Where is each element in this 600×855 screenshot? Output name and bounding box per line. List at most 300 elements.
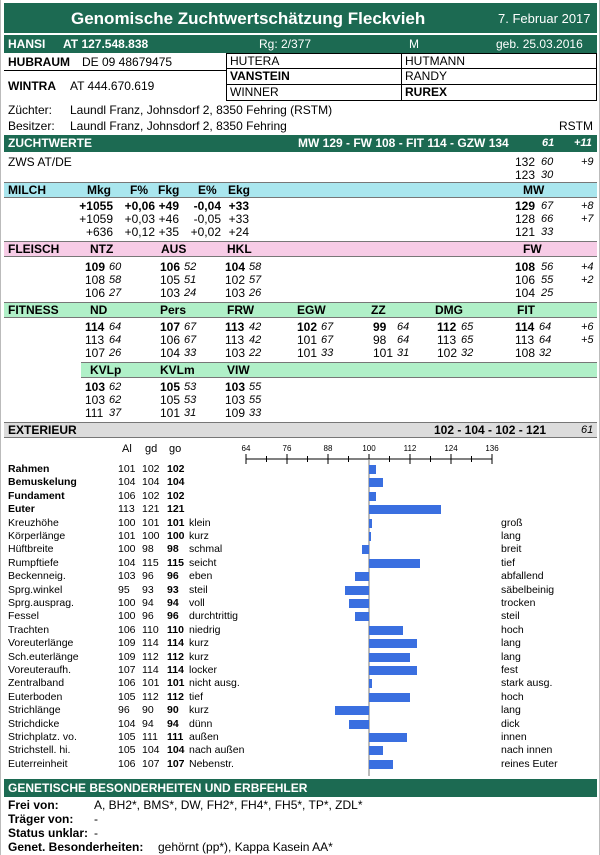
trait-bar xyxy=(369,505,441,514)
frei-value: A, BH2*, BMS*, DW, FH2*, FH4*, FH5*, TP*, ZDL* xyxy=(94,798,363,812)
fleisch-col: HKL xyxy=(227,242,252,256)
fitness-value: 101 xyxy=(297,333,318,347)
fitness-rel: 33 xyxy=(184,347,197,359)
fleisch-value: 105 xyxy=(160,273,181,287)
genet-label: Genet. Besonderheiten: xyxy=(8,840,144,854)
fitness-rel: 26 xyxy=(109,347,122,359)
milch-col: Ekg xyxy=(228,183,251,197)
trait-right-label: groß xyxy=(501,516,523,529)
trait-go: 102 xyxy=(167,489,185,502)
milch-value: +35 xyxy=(158,225,179,239)
trait-left-label: kurz xyxy=(189,637,209,650)
trait-right-label: hoch xyxy=(501,690,524,703)
trait-bar xyxy=(369,492,376,501)
trait-right-label: nach innen xyxy=(501,744,553,757)
trait-al: 106 xyxy=(118,677,136,690)
milch-value: -0,05 xyxy=(193,212,221,226)
scale-label: 124 xyxy=(444,444,458,453)
trait-left-label: kurz xyxy=(189,530,209,542)
trait-al: 106 xyxy=(118,623,136,636)
fleisch-value: 103 xyxy=(160,286,181,300)
trait-name: Trachten xyxy=(8,623,50,636)
trait-al: 100 xyxy=(118,597,136,609)
trait-name: Strichdicke xyxy=(8,717,60,730)
traeger-value: - xyxy=(94,812,98,826)
fitness-value: 101 xyxy=(373,346,394,360)
fitness-value: 102 xyxy=(297,320,318,334)
trait-al: 101 xyxy=(118,463,136,475)
fitness-rel: 31 xyxy=(397,347,410,359)
trait-bar xyxy=(355,572,369,581)
trait-bar xyxy=(369,639,417,648)
fitness-rel: 65 xyxy=(461,334,474,346)
trait-name: Voreuteraufh. xyxy=(8,664,72,676)
trait-left-label: steil xyxy=(189,583,208,596)
trait-right-label: trocken xyxy=(501,597,536,609)
zws-r1-c: +9 xyxy=(581,156,594,168)
fitness-2-rel: 53 xyxy=(184,394,197,406)
trait-row xyxy=(1,704,600,717)
trait-go: 104 xyxy=(167,744,185,757)
trait-row xyxy=(1,463,600,476)
exterieur-summary: 102 - 104 - 102 - 121 xyxy=(434,423,547,437)
milch-label: MILCH xyxy=(8,183,46,197)
trait-bar xyxy=(362,545,369,554)
fleisch-col: NTZ xyxy=(90,242,114,256)
fitness-rel: 22 xyxy=(249,347,262,359)
trait-go: 93 xyxy=(167,583,179,596)
fitness-2-value: 103 xyxy=(85,380,106,394)
trait-al: 104 xyxy=(118,476,136,489)
trait-name: Voreuterlänge xyxy=(8,637,74,650)
fleisch-value: 102 xyxy=(225,273,246,287)
status-label: Status unklar: xyxy=(8,826,89,840)
trait-row xyxy=(1,664,600,677)
fleisch-fw-value: 106 xyxy=(515,273,536,287)
trait-al: 113 xyxy=(118,503,135,516)
trait-name: Kreuzhöhe xyxy=(8,516,59,529)
zuchtwerte-label: ZUCHTWERTE xyxy=(8,136,92,150)
fitness-rel: 67 xyxy=(184,334,197,346)
fitness-rel: 42 xyxy=(249,321,262,333)
fitness-value: 114 xyxy=(85,320,105,334)
trait-al: 100 xyxy=(118,610,136,623)
trait-go: 94 xyxy=(167,597,179,609)
zuchtwerte-summary-b: 61 xyxy=(542,137,555,149)
trait-row xyxy=(1,503,600,516)
trait-gd: 96 xyxy=(142,570,154,583)
milch-value: +0,06 xyxy=(124,199,155,213)
fleisch-fw-value: 108 xyxy=(515,260,536,274)
trait-right-label: innen xyxy=(501,731,527,743)
fitness-rel: 42 xyxy=(249,334,262,346)
fleisch-value: 109 xyxy=(85,260,106,274)
trait-gd: 114 xyxy=(142,637,159,650)
trait-bar xyxy=(369,733,407,742)
fitness-2-value: 103 xyxy=(225,393,246,407)
milch-value: +33 xyxy=(228,199,249,213)
trait-go: 98 xyxy=(167,543,179,556)
trait-name: Sprg.winkel xyxy=(8,583,63,596)
fitness-value: 101 xyxy=(297,346,318,360)
fitness-2-value: 103 xyxy=(225,380,246,394)
zws-r2: 123 xyxy=(515,168,536,182)
trait-row xyxy=(1,624,600,637)
sire-name: HUBRAUM xyxy=(8,55,70,69)
scale-label: 88 xyxy=(323,444,333,453)
fitness-rel: 65 xyxy=(461,321,474,333)
trait-name: Körperlänge xyxy=(8,530,66,542)
trait-gd: 102 xyxy=(142,463,160,475)
fitness-value: 102 xyxy=(437,346,458,360)
trait-go: 101 xyxy=(167,677,185,690)
trait-al: 105 xyxy=(118,690,136,703)
trait-right-label: breit xyxy=(501,543,522,556)
trait-gd: 121 xyxy=(142,503,160,516)
fitness-value: 112 xyxy=(437,320,457,334)
animal-sex: M xyxy=(409,37,419,51)
exterieur-col-go: go xyxy=(169,443,182,455)
fleisch-rel: 24 xyxy=(184,287,197,299)
trait-name: Sch.euterlänge xyxy=(8,650,79,663)
fitness-2-value: 105 xyxy=(160,380,181,394)
trait-go: 114 xyxy=(167,637,184,650)
breeder-label: Züchter: xyxy=(8,103,53,117)
milch-mw-b: 33 xyxy=(541,226,554,238)
fleisch-fw-value: 104 xyxy=(515,286,536,300)
trait-right-label: lang xyxy=(501,704,521,717)
genet-value: gehörnt (pp*), Kappa Kasein AA* xyxy=(158,840,333,854)
pedigree-cell: RANDY xyxy=(401,69,597,85)
trait-right-label: stark ausg. xyxy=(501,677,553,690)
trait-go: 96 xyxy=(167,610,179,623)
fitness-2-rel: 53 xyxy=(184,381,197,393)
trait-bar xyxy=(369,746,383,755)
trait-left-label: kurz xyxy=(189,704,209,717)
status-value: - xyxy=(94,826,98,840)
fitness-label: FITNESS xyxy=(8,303,59,317)
report-date: 7. Februar 2017 xyxy=(498,11,591,26)
fleisch-fw: FW xyxy=(523,242,542,256)
animal-rank: Rg: 2/377 xyxy=(259,37,312,51)
fleisch-rel: 57 xyxy=(249,274,262,286)
trait-left-label: außen xyxy=(189,731,219,743)
fitness-value: 99 xyxy=(373,320,387,334)
breeder-value: Laundl Franz, Johnsdorf 2, 8350 Fehring (RSTM) xyxy=(70,103,333,117)
trait-name: Bemuskelung xyxy=(8,476,77,489)
trait-row xyxy=(1,557,600,570)
trait-row xyxy=(1,651,600,664)
trait-name: Strichplatz. vo. xyxy=(8,731,77,743)
animal-id: AT 127.548.838 xyxy=(63,37,149,51)
trait-right-label: fest xyxy=(501,664,518,676)
milch-mw: MW xyxy=(523,183,545,197)
trait-left-label: tief xyxy=(189,690,204,703)
milch-col: Fkg xyxy=(158,183,180,197)
fitness-2-value: 105 xyxy=(160,393,181,407)
trait-al: 109 xyxy=(118,650,136,663)
trait-go: 112 xyxy=(167,650,184,663)
trait-name: Beckenneig. xyxy=(8,570,66,583)
exterieur-col-al: Al xyxy=(122,443,132,455)
fitness-value: 103 xyxy=(225,346,246,360)
trait-go: 104 xyxy=(167,476,185,489)
sire-id: DE 09 48679475 xyxy=(82,55,173,69)
fleisch-rel: 52 xyxy=(184,261,197,273)
trait-al: 103 xyxy=(118,570,136,583)
trait-right-label: lang xyxy=(501,650,521,663)
trait-go: 121 xyxy=(167,503,185,516)
fitness-2-value: 109 xyxy=(225,406,246,420)
trait-bar xyxy=(345,586,369,595)
fleisch-rel: 58 xyxy=(249,261,262,273)
trait-left-label: dünn xyxy=(189,717,213,730)
fleisch-label: FLEISCH xyxy=(8,242,60,256)
trait-al: 109 xyxy=(118,637,136,650)
fitness-value: 106 xyxy=(160,333,181,347)
trait-go: 112 xyxy=(167,690,184,703)
trait-left-label: durchtrittig xyxy=(189,610,239,623)
fitness-rel: 64 xyxy=(109,334,122,346)
fitness-rel: 64 xyxy=(539,334,552,346)
trait-row xyxy=(1,731,600,744)
trait-al: 95 xyxy=(118,583,130,596)
frei-label: Frei von: xyxy=(8,798,59,812)
milch-col: Mkg xyxy=(87,183,111,197)
trait-right-label: lang xyxy=(501,530,521,542)
pedigree-cell: VANSTEIN xyxy=(226,69,402,85)
milch-mw-value: 121 xyxy=(515,225,536,239)
fitness-value: 107 xyxy=(85,346,106,360)
trait-bar xyxy=(355,612,369,621)
genetik-title: GENETISCHE BESONDERHEITEN UND ERBFEHLER xyxy=(8,781,308,795)
trait-gd: 96 xyxy=(142,610,154,623)
fleisch-fw-rel: 56 xyxy=(541,261,554,273)
fleisch-rel: 58 xyxy=(109,274,122,286)
trait-al: 106 xyxy=(118,757,136,770)
trait-name: Strichlänge xyxy=(8,704,61,717)
trait-bar xyxy=(369,532,371,541)
owner-value: Laundl Franz, Johnsdorf 2, 8350 Fehring xyxy=(70,119,287,133)
trait-row xyxy=(1,691,600,704)
fitness-col-2: VIW xyxy=(227,363,250,377)
trait-go: 96 xyxy=(167,570,179,583)
fitness-col-2: KVLm xyxy=(160,363,195,377)
fitness-col: ND xyxy=(90,303,108,317)
zuchtwerte-summary: MW 129 - FW 108 - FIT 114 - GZW 134 xyxy=(298,136,509,150)
trait-left-label: klein xyxy=(189,516,211,529)
report-title: Genomische Zuchtwertschätzung Fleckvieh xyxy=(71,9,426,28)
fitness-2-value: 101 xyxy=(160,406,181,420)
trait-gd: 112 xyxy=(142,690,159,703)
fleisch-value: 106 xyxy=(160,260,181,274)
zuchtwerte-summary-c: +11 xyxy=(574,137,592,149)
scale-label: 100 xyxy=(362,444,376,453)
trait-left-label: schmal xyxy=(189,543,223,556)
trait-al: 106 xyxy=(118,489,136,502)
fitness-value: 113 xyxy=(225,333,245,347)
fitness-value: 113 xyxy=(437,333,457,347)
trait-al: 100 xyxy=(118,543,136,556)
milch-value: +49 xyxy=(158,199,179,213)
trait-right-label: säbelbeinig xyxy=(501,583,555,596)
milch-value: +1059 xyxy=(79,212,113,226)
trait-row xyxy=(1,543,600,556)
trait-gd: 93 xyxy=(142,583,154,596)
trait-go: 107 xyxy=(167,757,185,770)
trait-go: 94 xyxy=(167,717,179,730)
trait-gd: 101 xyxy=(142,677,160,690)
fleisch-value: 104 xyxy=(225,260,246,274)
owner-label: Besitzer: xyxy=(8,119,55,133)
trait-bar xyxy=(369,666,417,675)
fleisch-rel: 60 xyxy=(109,261,122,273)
fitness-2-rel: 55 xyxy=(249,381,262,393)
fitness-value: 113 xyxy=(515,333,535,347)
trait-right-label: hoch xyxy=(501,623,524,636)
trait-go: 102 xyxy=(167,463,185,475)
trait-gd: 100 xyxy=(142,530,160,542)
fleisch-col: AUS xyxy=(161,242,187,256)
fitness-value: 98 xyxy=(373,333,387,347)
trait-row xyxy=(1,718,600,731)
trait-go: 111 xyxy=(167,731,184,743)
trait-gd: 104 xyxy=(142,476,160,489)
trait-bar xyxy=(369,679,372,688)
fleisch-rel: 26 xyxy=(249,287,262,299)
trait-gd: 102 xyxy=(142,489,160,502)
trait-gd: 94 xyxy=(142,597,154,609)
zws-r1: 132 xyxy=(515,155,536,169)
exterieur-summary-b: 61 xyxy=(581,424,594,436)
trait-row xyxy=(1,758,600,771)
fleisch-value: 103 xyxy=(225,286,246,300)
trait-go: 90 xyxy=(167,704,179,717)
milch-value: +33 xyxy=(228,212,249,226)
trait-al: 107 xyxy=(118,664,136,676)
fleisch-value: 106 xyxy=(85,286,106,300)
fitness-value: 114 xyxy=(515,320,535,334)
fitness-value: 108 xyxy=(515,346,536,360)
fitness-rel: 64 xyxy=(109,321,122,333)
trait-name: Sprg.ausprag. xyxy=(8,597,74,609)
trait-al: 100 xyxy=(118,516,136,529)
trait-left-label: eben xyxy=(189,570,213,583)
trait-right-label: reines Euter xyxy=(501,757,558,770)
trait-bar xyxy=(369,465,376,474)
trait-name: Rahmen xyxy=(8,463,50,475)
fitness-value: 113 xyxy=(225,320,245,334)
trait-row xyxy=(1,677,600,690)
fitness-col: ZZ xyxy=(371,303,386,317)
fitness-2-rel: 33 xyxy=(249,407,262,419)
trait-al: 105 xyxy=(118,731,136,743)
milch-col: E% xyxy=(198,183,217,197)
fleisch-delta: +4 xyxy=(581,261,594,273)
traeger-label: Träger von: xyxy=(8,812,74,826)
owner-tag: RSTM xyxy=(559,119,593,133)
trait-left-label: kurz xyxy=(189,650,209,663)
trait-row xyxy=(1,637,600,650)
fitness-delta: +5 xyxy=(581,334,594,346)
zws-r2-b: 30 xyxy=(541,169,554,181)
trait-left-label: locker xyxy=(189,664,218,676)
trait-left-label: nach außen xyxy=(189,744,245,757)
trait-gd: 112 xyxy=(142,650,159,663)
fitness-col: FIT xyxy=(517,303,535,317)
trait-right-label: abfallend xyxy=(501,570,544,583)
fitness-2-rel: 37 xyxy=(109,407,122,419)
trait-gd: 104 xyxy=(142,744,160,757)
trait-name: Fundament xyxy=(8,489,65,502)
fitness-rel: 67 xyxy=(321,334,334,346)
fitness-col: Pers xyxy=(160,303,187,317)
trait-go: 114 xyxy=(167,664,184,676)
fleisch-value: 108 xyxy=(85,273,106,287)
scale-label: 76 xyxy=(282,444,292,453)
zws-label: ZWS AT/DE xyxy=(8,155,72,169)
trait-bar xyxy=(349,599,370,608)
trait-left-label: Nebenstr. xyxy=(189,757,234,770)
trait-row xyxy=(1,570,600,583)
milch-value: +636 xyxy=(85,225,113,239)
trait-gd: 90 xyxy=(142,704,154,717)
trait-row xyxy=(1,517,600,530)
animal-name: HANSI xyxy=(8,37,46,51)
pedigree-cell: RUREX xyxy=(401,85,597,101)
fitness-rel: 64 xyxy=(539,321,552,333)
dam-name: WINTRA xyxy=(8,79,56,93)
trait-left-label: niedrig xyxy=(189,623,221,636)
fitness-value: 104 xyxy=(160,346,181,360)
pedigree-cell: WINNER xyxy=(226,85,402,101)
dam-id: AT 444.670.619 xyxy=(70,79,155,93)
milch-value: +0,02 xyxy=(190,225,221,239)
trait-bar xyxy=(369,559,420,568)
fitness-col: EGW xyxy=(297,303,326,317)
trait-al: 105 xyxy=(118,744,136,757)
fitness-rel: 67 xyxy=(184,321,197,333)
trait-gd: 111 xyxy=(142,731,158,743)
trait-bar xyxy=(369,760,393,769)
trait-right-label: steil xyxy=(501,610,520,623)
milch-value: +0,03 xyxy=(124,212,155,226)
fitness-2-value: 103 xyxy=(85,393,106,407)
trait-al: 104 xyxy=(118,717,136,730)
fitness-delta: +6 xyxy=(581,321,594,333)
trait-go: 101 xyxy=(167,516,185,529)
fitness-col: FRW xyxy=(227,303,255,317)
trait-row xyxy=(1,584,600,597)
trait-row xyxy=(1,530,600,543)
trait-row xyxy=(1,610,600,623)
scale-label: 112 xyxy=(403,444,417,453)
fleisch-fw-rel: 55 xyxy=(541,274,554,286)
trait-al: 101 xyxy=(118,530,136,542)
scale-label: 64 xyxy=(241,444,251,453)
trait-name: Euterboden xyxy=(8,690,63,703)
fitness-rel: 67 xyxy=(321,321,334,333)
trait-bar xyxy=(369,626,403,635)
milch-value: +1055 xyxy=(79,199,113,213)
trait-gd: 94 xyxy=(142,717,154,730)
trait-gd: 107 xyxy=(142,757,160,770)
milch-delta: +8 xyxy=(581,200,594,212)
fleisch-rel: 51 xyxy=(184,274,197,286)
fitness-value: 107 xyxy=(160,320,181,334)
exterieur-label: EXTERIEUR xyxy=(8,423,77,437)
fitness-col: DMG xyxy=(435,303,463,317)
